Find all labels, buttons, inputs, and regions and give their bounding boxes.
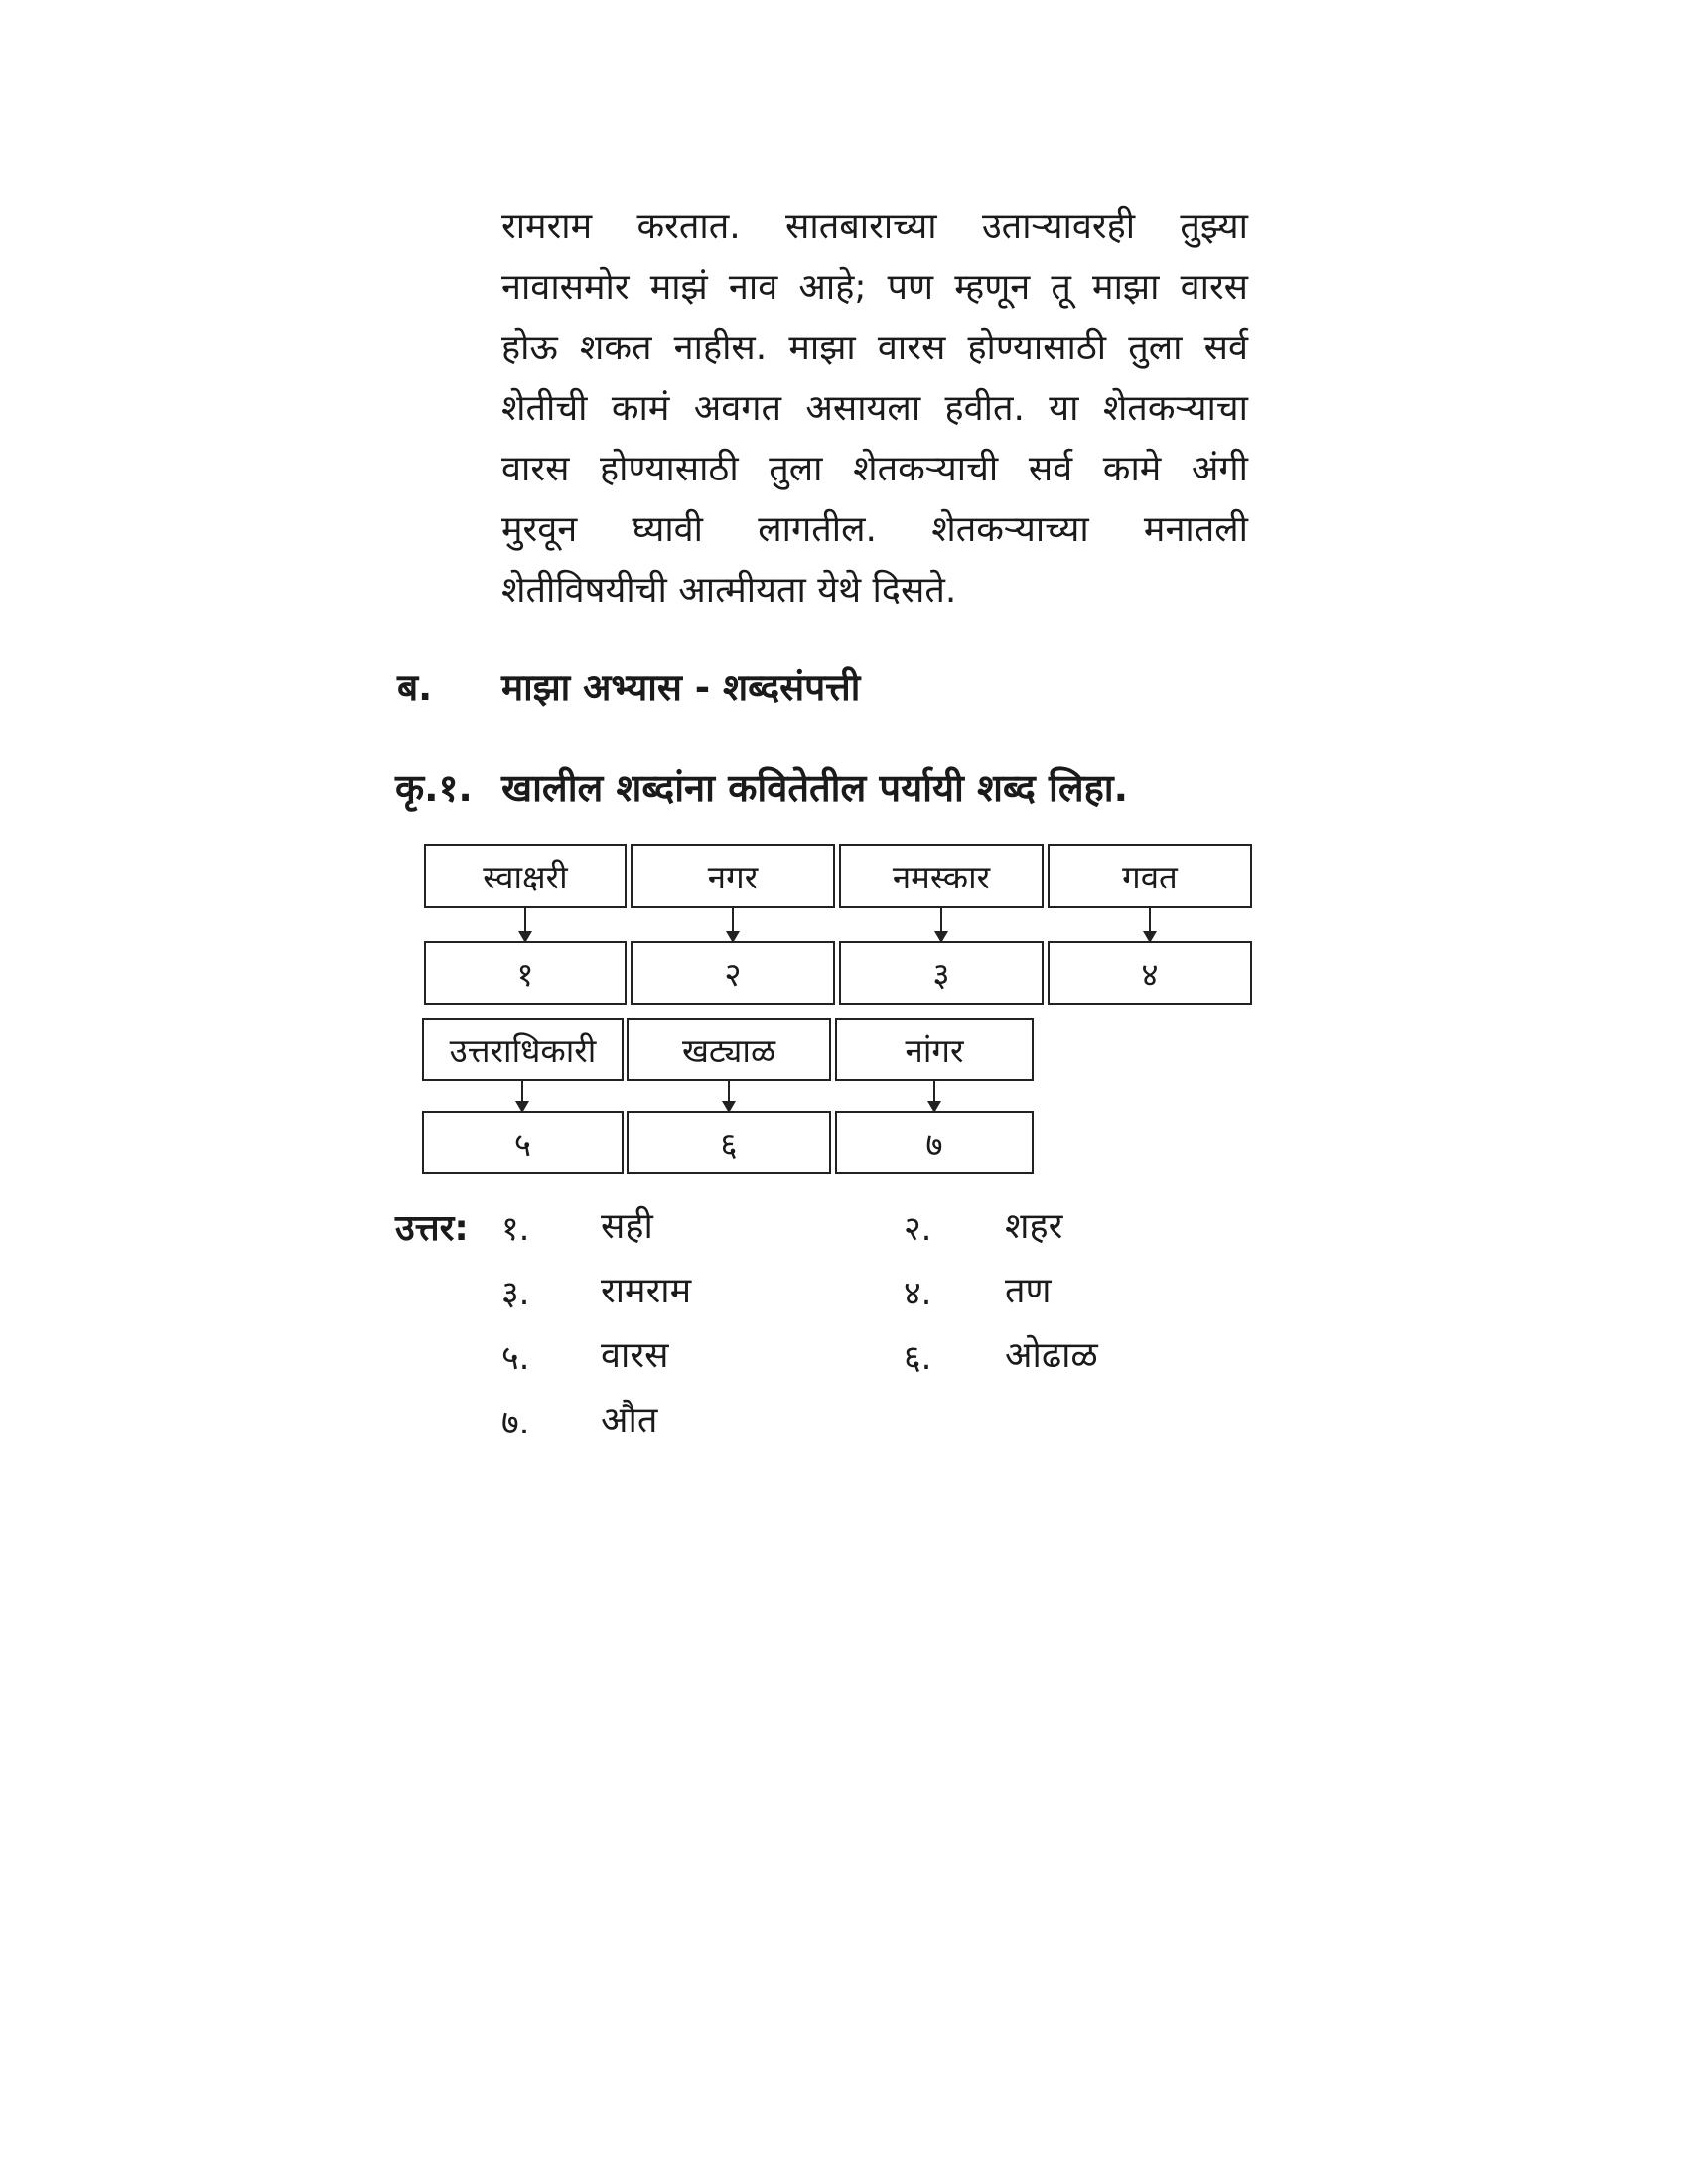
paragraph-line: नावासमोर माझं नाव आहे; पण म्हणून तू माझा वारस	[501, 267, 1248, 308]
question-number: कृ.१.	[395, 766, 473, 810]
section-title: माझा अभ्यास - शब्दसंपत्ती	[501, 666, 861, 709]
body-paragraph	[501, 197, 1248, 620]
question-text: खालील शब्दांना कवितेतील पर्यायी शब्द लिहा.	[501, 766, 1129, 810]
paragraph-line: रामराम करतात. सातबाराच्या उताऱ्यावरही तुझ्या	[501, 206, 1248, 247]
paragraph-line: मुरवून घ्यावी लागतील. शेतकऱ्याच्या मनातली	[501, 509, 1248, 550]
word-box-gavat: गवत	[1048, 844, 1252, 908]
answer-word: सही	[601, 1206, 653, 1247]
down-arrow-icon	[524, 908, 526, 941]
word-box-swakshari: स्वाक्षरी	[424, 844, 627, 908]
answer-slot-1: १	[424, 941, 627, 1005]
paragraph-line: शेतीची कामं अवगत असायला हवीत. या शेतकऱ्याचा	[501, 388, 1248, 429]
section-letter: ब.	[397, 666, 433, 709]
paragraph-line: होऊ शकत नाहीस. माझा वारस होण्यासाठी तुला सर्व	[501, 328, 1248, 368]
answer-slot-2: २	[631, 941, 835, 1005]
answer-slot-7: ७	[835, 1111, 1034, 1174]
answer-number: २.	[904, 1209, 932, 1249]
word-box-khatyal: खट्याळ	[627, 1018, 831, 1081]
answer-slot-6: ६	[627, 1111, 831, 1174]
answer-number: ३.	[501, 1274, 530, 1313]
word-box-nagar: नगर	[631, 844, 835, 908]
answer-number: १.	[501, 1209, 530, 1249]
down-arrow-icon	[940, 908, 942, 941]
answer-word: औत	[601, 1400, 658, 1440]
down-arrow-icon	[728, 1081, 730, 1111]
answer-word: शहर	[1005, 1206, 1063, 1247]
paragraph-line: वारस होण्यासाठी तुला शेतकऱ्याची सर्व कामे अंगी	[501, 449, 1248, 489]
down-arrow-icon	[933, 1081, 935, 1111]
down-arrow-icon	[732, 908, 734, 941]
answer-number: ७.	[501, 1403, 530, 1442]
down-arrow-icon	[1149, 908, 1151, 941]
word-box-namaskar: नमस्कार	[839, 844, 1044, 908]
answer-slot-5: ५	[422, 1111, 624, 1174]
down-arrow-icon	[521, 1081, 523, 1111]
answer-number: ४.	[904, 1274, 932, 1313]
answer-word: ओढाळ	[1005, 1335, 1098, 1376]
answer-word: तण	[1005, 1271, 1052, 1311]
answer-label: उत्तर:	[395, 1208, 469, 1249]
answer-slot-4: ४	[1048, 941, 1252, 1005]
answer-number: ६.	[904, 1338, 932, 1378]
word-box-uttaradhikari: उत्तराधिकारी	[422, 1018, 624, 1081]
answer-number: ५.	[501, 1338, 530, 1378]
answer-word: वारस	[601, 1335, 669, 1376]
paragraph-line: शेतीविषयीची आत्मीयता येथे दिसते.	[501, 570, 957, 611]
answer-slot-3: ३	[839, 941, 1044, 1005]
answer-word: रामराम	[601, 1271, 692, 1311]
word-box-nangar: नांगर	[835, 1018, 1034, 1081]
